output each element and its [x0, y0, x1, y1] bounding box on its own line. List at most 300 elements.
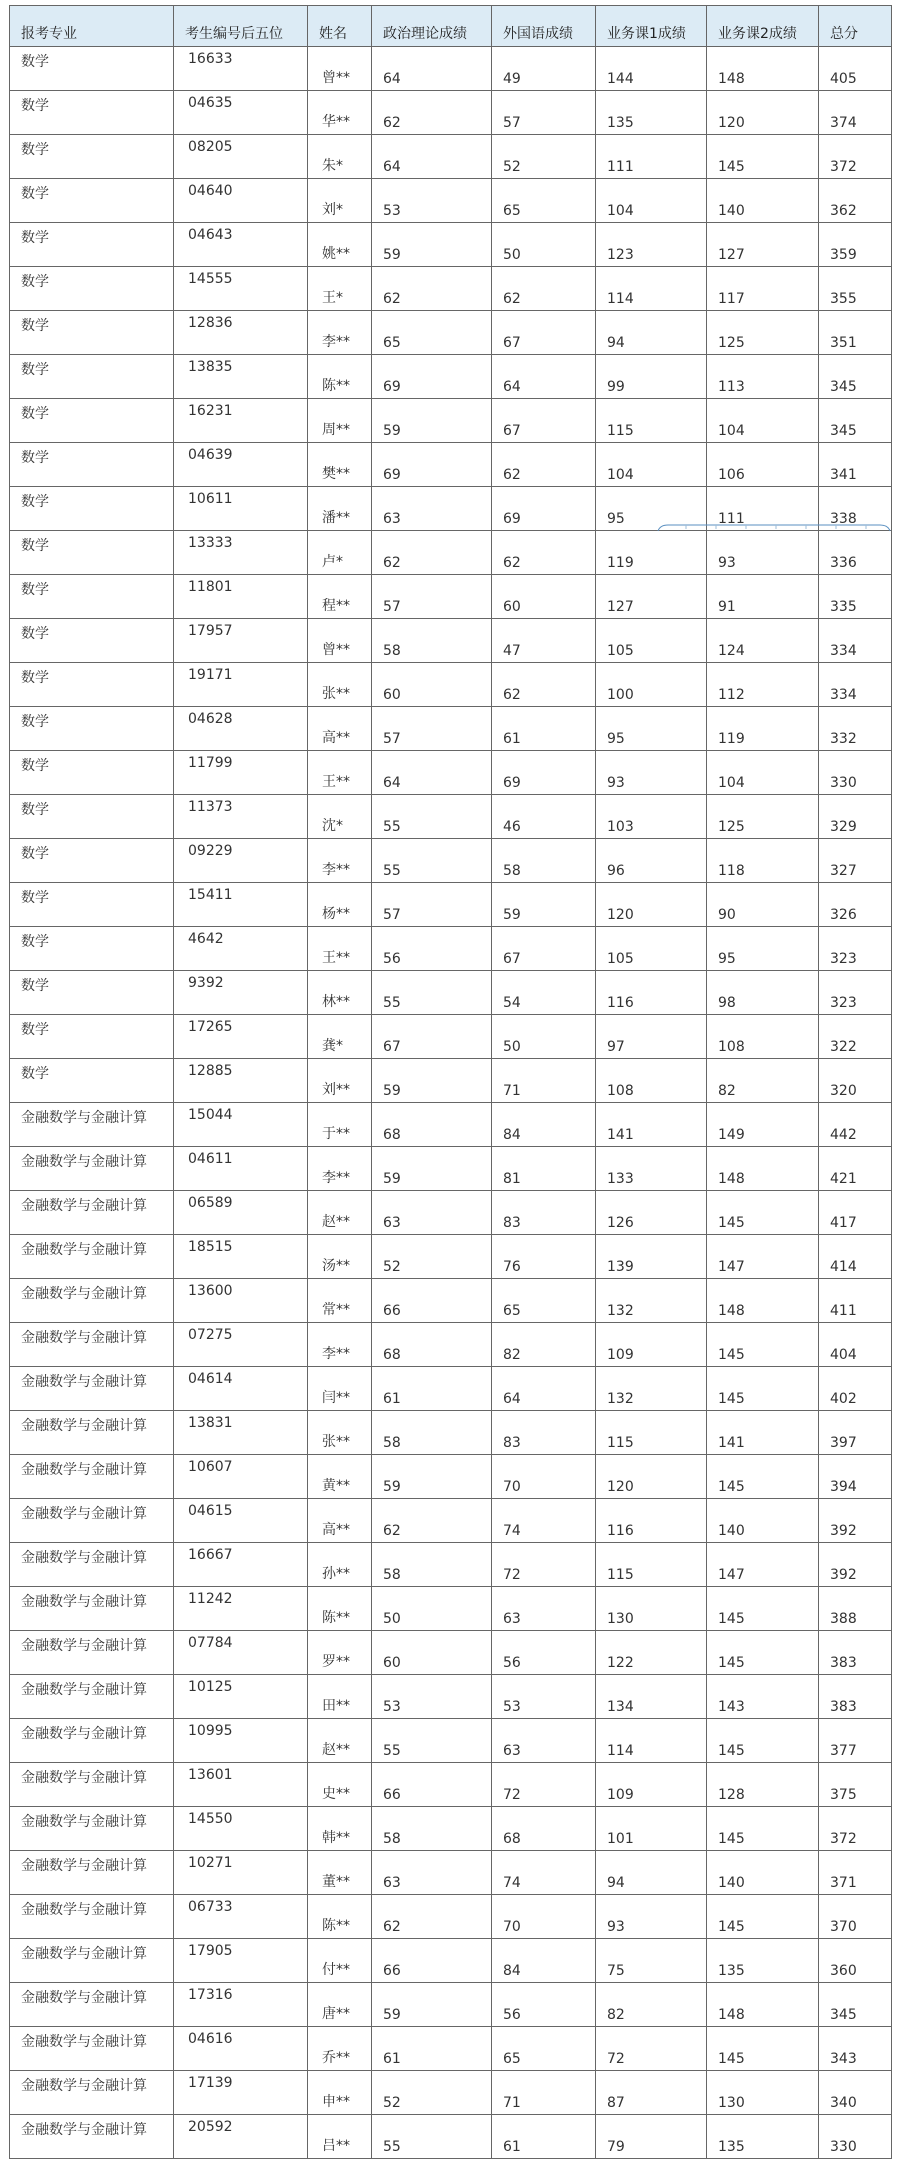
cell-foreign-language: 56 — [492, 1983, 596, 2027]
cell-subject1: 120 — [596, 1455, 707, 1499]
cell-major: 数学 — [10, 223, 174, 267]
header-name: 姓名 — [308, 6, 372, 47]
cell-foreign-language: 67 — [492, 927, 596, 971]
cell-candidate-id: 04628 — [174, 707, 308, 751]
cell-candidate-id: 04614 — [174, 1367, 308, 1411]
cell-subject2: 91 — [707, 575, 819, 619]
cell-candidate-id: 11242 — [174, 1587, 308, 1631]
table-row — [10, 399, 892, 443]
table-header-row — [10, 6, 892, 47]
cell-subject1: 115 — [596, 1411, 707, 1455]
cell-total: 345 — [819, 399, 892, 443]
cell-major: 金融数学与金融计算 — [10, 1279, 174, 1323]
cell-name: 陈** — [308, 1895, 372, 1939]
cell-major: 数学 — [10, 883, 174, 927]
table-row — [10, 971, 892, 1015]
cell-total: 375 — [819, 1763, 892, 1807]
cell-politics: 69 — [372, 355, 492, 399]
cell-foreign-language: 72 — [492, 1543, 596, 1587]
cell-total: 360 — [819, 1939, 892, 1983]
cell-candidate-id: 04615 — [174, 1499, 308, 1543]
cell-candidate-id: 16667 — [174, 1543, 308, 1587]
cell-subject2: 145 — [707, 1895, 819, 1939]
cell-foreign-language: 54 — [492, 971, 596, 1015]
cell-subject1: 132 — [596, 1279, 707, 1323]
cell-subject2: 104 — [707, 399, 819, 443]
cell-subject1: 95 — [596, 487, 707, 531]
cell-name: 于** — [308, 1103, 372, 1147]
cell-subject2: 148 — [707, 47, 819, 91]
cell-subject2: 117 — [707, 267, 819, 311]
cell-subject2: 82 — [707, 1059, 819, 1103]
cell-total: 402 — [819, 1367, 892, 1411]
cell-major: 数学 — [10, 135, 174, 179]
cell-foreign-language: 70 — [492, 1455, 596, 1499]
cell-subject2: 120 — [707, 91, 819, 135]
cell-major: 金融数学与金融计算 — [10, 1675, 174, 1719]
cell-politics: 58 — [372, 1543, 492, 1587]
cell-total: 323 — [819, 971, 892, 1015]
cell-politics: 61 — [372, 2027, 492, 2071]
cell-name: 高** — [308, 707, 372, 751]
cell-subject1: 95 — [596, 707, 707, 751]
cell-subject1: 96 — [596, 839, 707, 883]
cell-politics: 55 — [372, 795, 492, 839]
cell-subject1: 87 — [596, 2071, 707, 2115]
table-row — [10, 1103, 892, 1147]
cell-candidate-id: 16231 — [174, 399, 308, 443]
cell-major: 数学 — [10, 443, 174, 487]
cell-name: 罗** — [308, 1631, 372, 1675]
cell-foreign-language: 65 — [492, 2027, 596, 2071]
cell-subject1: 105 — [596, 619, 707, 663]
cell-subject2: 111 — [707, 487, 819, 531]
cell-subject1: 105 — [596, 927, 707, 971]
header-politics-score: 政治理论成绩 — [372, 6, 492, 47]
cell-total: 338 — [819, 487, 892, 531]
cell-candidate-id: 04640 — [174, 179, 308, 223]
cell-subject1: 133 — [596, 1147, 707, 1191]
cell-candidate-id: 4642 — [174, 927, 308, 971]
cell-candidate-id: 17905 — [174, 1939, 308, 1983]
cell-candidate-id: 09229 — [174, 839, 308, 883]
cell-subject2: 143 — [707, 1675, 819, 1719]
table-row — [10, 531, 892, 575]
cell-foreign-language: 57 — [492, 91, 596, 135]
cell-name: 孙** — [308, 1543, 372, 1587]
table-row — [10, 1983, 892, 2027]
cell-name: 杨** — [308, 883, 372, 927]
cell-candidate-id: 12885 — [174, 1059, 308, 1103]
cell-subject1: 94 — [596, 1851, 707, 1895]
cell-foreign-language: 70 — [492, 1895, 596, 1939]
cell-subject2: 145 — [707, 1587, 819, 1631]
cell-total: 341 — [819, 443, 892, 487]
cell-major: 金融数学与金融计算 — [10, 2115, 174, 2159]
cell-total: 330 — [819, 2115, 892, 2159]
cell-name: 龚* — [308, 1015, 372, 1059]
cell-foreign-language: 64 — [492, 1367, 596, 1411]
cell-subject2: 112 — [707, 663, 819, 707]
cell-candidate-id: 12836 — [174, 311, 308, 355]
cell-major: 金融数学与金融计算 — [10, 1719, 174, 1763]
cell-major: 数学 — [10, 795, 174, 839]
cell-politics: 50 — [372, 1587, 492, 1631]
cell-foreign-language: 65 — [492, 1279, 596, 1323]
header-foreign-language-score: 外国语成绩 — [492, 6, 596, 47]
cell-politics: 64 — [372, 47, 492, 91]
table-row — [10, 91, 892, 135]
cell-candidate-id: 06589 — [174, 1191, 308, 1235]
cell-subject1: 144 — [596, 47, 707, 91]
cell-total: 329 — [819, 795, 892, 839]
cell-subject2: 106 — [707, 443, 819, 487]
cell-candidate-id: 17957 — [174, 619, 308, 663]
cell-foreign-language: 83 — [492, 1411, 596, 1455]
cell-subject1: 115 — [596, 399, 707, 443]
cell-total: 388 — [819, 1587, 892, 1631]
cell-politics: 62 — [372, 1499, 492, 1543]
table-row — [10, 267, 892, 311]
cell-subject1: 99 — [596, 355, 707, 399]
table-row — [10, 839, 892, 883]
cell-name: 吕** — [308, 2115, 372, 2159]
cell-subject2: 127 — [707, 223, 819, 267]
cell-politics: 53 — [372, 1675, 492, 1719]
cell-politics: 64 — [372, 751, 492, 795]
cell-total: 343 — [819, 2027, 892, 2071]
cell-foreign-language: 74 — [492, 1851, 596, 1895]
cell-subject1: 116 — [596, 1499, 707, 1543]
table-row — [10, 795, 892, 839]
cell-subject2: 124 — [707, 619, 819, 663]
cell-major: 数学 — [10, 355, 174, 399]
cell-candidate-id: 08205 — [174, 135, 308, 179]
cell-subject1: 120 — [596, 883, 707, 927]
cell-total: 392 — [819, 1543, 892, 1587]
cell-major: 金融数学与金融计算 — [10, 2027, 174, 2071]
cell-total: 340 — [819, 2071, 892, 2115]
cell-politics: 68 — [372, 1103, 492, 1147]
cell-total: 442 — [819, 1103, 892, 1147]
cell-subject2: 141 — [707, 1411, 819, 1455]
cell-total: 411 — [819, 1279, 892, 1323]
cell-politics: 55 — [372, 2115, 492, 2159]
cell-name: 樊** — [308, 443, 372, 487]
cell-candidate-id: 13835 — [174, 355, 308, 399]
cell-name: 程** — [308, 575, 372, 619]
cell-name: 刘* — [308, 179, 372, 223]
cell-politics: 59 — [372, 1455, 492, 1499]
table-row — [10, 1499, 892, 1543]
cell-name: 曾** — [308, 619, 372, 663]
cell-politics: 63 — [372, 1191, 492, 1235]
cell-politics: 62 — [372, 91, 492, 135]
cell-foreign-language: 71 — [492, 1059, 596, 1103]
table-row — [10, 355, 892, 399]
cell-subject2: 104 — [707, 751, 819, 795]
cell-major: 金融数学与金融计算 — [10, 1983, 174, 2027]
cell-candidate-id: 04643 — [174, 223, 308, 267]
cell-name: 唐** — [308, 1983, 372, 2027]
cell-politics: 61 — [372, 1367, 492, 1411]
cell-foreign-language: 60 — [492, 575, 596, 619]
cell-major: 金融数学与金融计算 — [10, 1367, 174, 1411]
cell-subject2: 140 — [707, 1499, 819, 1543]
table-row — [10, 2115, 892, 2159]
cell-total: 330 — [819, 751, 892, 795]
cell-major: 金融数学与金融计算 — [10, 1411, 174, 1455]
cell-subject2: 145 — [707, 1631, 819, 1675]
cell-name: 王** — [308, 751, 372, 795]
cell-total: 322 — [819, 1015, 892, 1059]
cell-foreign-language: 59 — [492, 883, 596, 927]
cell-total: 362 — [819, 179, 892, 223]
cell-name: 黄** — [308, 1455, 372, 1499]
cell-candidate-id: 16633 — [174, 47, 308, 91]
score-table — [9, 5, 892, 2159]
cell-subject1: 116 — [596, 971, 707, 1015]
cell-subject2: 135 — [707, 1939, 819, 1983]
cell-subject2: 148 — [707, 1983, 819, 2027]
table-row — [10, 47, 892, 91]
cell-politics: 63 — [372, 1851, 492, 1895]
table-row — [10, 311, 892, 355]
cell-subject2: 93 — [707, 531, 819, 575]
cell-foreign-language: 68 — [492, 1807, 596, 1851]
table-row — [10, 1543, 892, 1587]
cell-name: 曾** — [308, 47, 372, 91]
cell-major: 金融数学与金融计算 — [10, 1103, 174, 1147]
cell-subject1: 127 — [596, 575, 707, 619]
cell-politics: 55 — [372, 1719, 492, 1763]
cell-politics: 65 — [372, 311, 492, 355]
table-row — [10, 1763, 892, 1807]
cell-candidate-id: 20592 — [174, 2115, 308, 2159]
table-row — [10, 1631, 892, 1675]
cell-politics: 55 — [372, 971, 492, 1015]
cell-subject2: 108 — [707, 1015, 819, 1059]
cell-subject1: 75 — [596, 1939, 707, 1983]
cell-subject2: 140 — [707, 179, 819, 223]
cell-subject2: 130 — [707, 2071, 819, 2115]
cell-subject1: 135 — [596, 91, 707, 135]
cell-name: 闫** — [308, 1367, 372, 1411]
cell-major: 数学 — [10, 91, 174, 135]
cell-subject1: 93 — [596, 1895, 707, 1939]
cell-foreign-language: 65 — [492, 179, 596, 223]
cell-candidate-id: 04616 — [174, 2027, 308, 2071]
cell-name: 李** — [308, 1323, 372, 1367]
cell-name: 韩** — [308, 1807, 372, 1851]
cell-subject2: 145 — [707, 1719, 819, 1763]
cell-foreign-language: 53 — [492, 1675, 596, 1719]
table-row — [10, 1367, 892, 1411]
table-row — [10, 927, 892, 971]
cell-major: 数学 — [10, 927, 174, 971]
cell-subject2: 135 — [707, 2115, 819, 2159]
cell-politics: 53 — [372, 179, 492, 223]
cell-candidate-id: 06733 — [174, 1895, 308, 1939]
table-row — [10, 707, 892, 751]
cell-subject2: 118 — [707, 839, 819, 883]
cell-candidate-id: 11373 — [174, 795, 308, 839]
cell-subject1: 114 — [596, 1719, 707, 1763]
cell-politics: 66 — [372, 1763, 492, 1807]
cell-major: 数学 — [10, 575, 174, 619]
cell-subject2: 145 — [707, 135, 819, 179]
cell-politics: 59 — [372, 399, 492, 443]
cell-foreign-language: 63 — [492, 1719, 596, 1763]
cell-politics: 58 — [372, 1411, 492, 1455]
cell-candidate-id: 17139 — [174, 2071, 308, 2115]
cell-subject1: 114 — [596, 267, 707, 311]
cell-major: 金融数学与金融计算 — [10, 1895, 174, 1939]
cell-candidate-id: 17316 — [174, 1983, 308, 2027]
cell-candidate-id: 04611 — [174, 1147, 308, 1191]
cell-major: 数学 — [10, 839, 174, 883]
cell-subject2: 147 — [707, 1543, 819, 1587]
cell-politics: 60 — [372, 663, 492, 707]
cell-major: 金融数学与金融计算 — [10, 1147, 174, 1191]
table-row — [10, 663, 892, 707]
cell-subject2: 147 — [707, 1235, 819, 1279]
cell-total: 326 — [819, 883, 892, 927]
cell-total: 371 — [819, 1851, 892, 1895]
cell-candidate-id: 13601 — [174, 1763, 308, 1807]
cell-candidate-id: 07275 — [174, 1323, 308, 1367]
cell-subject1: 97 — [596, 1015, 707, 1059]
cell-candidate-id: 10125 — [174, 1675, 308, 1719]
cell-foreign-language: 64 — [492, 355, 596, 399]
cell-politics: 62 — [372, 1895, 492, 1939]
cell-subject2: 125 — [707, 795, 819, 839]
cell-foreign-language: 50 — [492, 1015, 596, 1059]
cell-subject2: 119 — [707, 707, 819, 751]
header-subject1-score: 业务课1成绩 — [596, 6, 707, 47]
cell-foreign-language: 62 — [492, 443, 596, 487]
table-row — [10, 487, 892, 531]
cell-subject1: 108 — [596, 1059, 707, 1103]
cell-name: 王** — [308, 927, 372, 971]
cell-total: 336 — [819, 531, 892, 575]
cell-major: 数学 — [10, 663, 174, 707]
cell-name: 刘** — [308, 1059, 372, 1103]
cell-major: 金融数学与金融计算 — [10, 1191, 174, 1235]
cell-candidate-id: 18515 — [174, 1235, 308, 1279]
cell-total: 323 — [819, 927, 892, 971]
cell-candidate-id: 04635 — [174, 91, 308, 135]
table-row — [10, 1675, 892, 1719]
cell-major: 数学 — [10, 619, 174, 663]
cell-foreign-language: 71 — [492, 2071, 596, 2115]
cell-name: 李** — [308, 1147, 372, 1191]
cell-major: 金融数学与金融计算 — [10, 1939, 174, 1983]
cell-subject1: 72 — [596, 2027, 707, 2071]
cell-total: 405 — [819, 47, 892, 91]
table-row — [10, 1455, 892, 1499]
cell-major: 金融数学与金融计算 — [10, 1807, 174, 1851]
cell-major: 数学 — [10, 971, 174, 1015]
table-row — [10, 223, 892, 267]
table-row — [10, 1323, 892, 1367]
cell-subject1: 123 — [596, 223, 707, 267]
cell-name: 申** — [308, 2071, 372, 2115]
cell-name: 陈** — [308, 355, 372, 399]
cell-politics: 59 — [372, 1147, 492, 1191]
cell-foreign-language: 62 — [492, 531, 596, 575]
cell-candidate-id: 04639 — [174, 443, 308, 487]
cell-total: 377 — [819, 1719, 892, 1763]
cell-major: 金融数学与金融计算 — [10, 1323, 174, 1367]
cell-total: 327 — [819, 839, 892, 883]
cell-total: 392 — [819, 1499, 892, 1543]
cell-total: 335 — [819, 575, 892, 619]
cell-total: 334 — [819, 619, 892, 663]
cell-subject1: 104 — [596, 443, 707, 487]
cell-subject2: 90 — [707, 883, 819, 927]
cell-subject2: 145 — [707, 1455, 819, 1499]
cell-subject1: 79 — [596, 2115, 707, 2159]
cell-subject2: 95 — [707, 927, 819, 971]
cell-major: 数学 — [10, 707, 174, 751]
cell-major: 金融数学与金融计算 — [10, 1631, 174, 1675]
cell-candidate-id: 13600 — [174, 1279, 308, 1323]
cell-subject2: 148 — [707, 1147, 819, 1191]
cell-name: 朱* — [308, 135, 372, 179]
table-row — [10, 1147, 892, 1191]
cell-foreign-language: 69 — [492, 487, 596, 531]
table-row — [10, 2027, 892, 2071]
cell-subject1: 93 — [596, 751, 707, 795]
cell-name: 华** — [308, 91, 372, 135]
cell-major: 数学 — [10, 1015, 174, 1059]
cell-total: 372 — [819, 135, 892, 179]
cell-politics: 58 — [372, 1807, 492, 1851]
cell-foreign-language: 67 — [492, 399, 596, 443]
cell-subject2: 113 — [707, 355, 819, 399]
cell-subject1: 132 — [596, 1367, 707, 1411]
cell-foreign-language: 74 — [492, 1499, 596, 1543]
cell-major: 数学 — [10, 751, 174, 795]
cell-politics: 58 — [372, 619, 492, 663]
cell-politics: 52 — [372, 2071, 492, 2115]
cell-foreign-language: 58 — [492, 839, 596, 883]
cell-name: 李** — [308, 839, 372, 883]
cell-foreign-language: 56 — [492, 1631, 596, 1675]
cell-name: 陈** — [308, 1587, 372, 1631]
table-body — [10, 47, 892, 2159]
cell-total: 372 — [819, 1807, 892, 1851]
cell-subject1: 109 — [596, 1323, 707, 1367]
cell-foreign-language: 72 — [492, 1763, 596, 1807]
cell-name: 王* — [308, 267, 372, 311]
cell-subject2: 125 — [707, 311, 819, 355]
table-row — [10, 1895, 892, 1939]
cell-foreign-language: 46 — [492, 795, 596, 839]
cell-politics: 55 — [372, 839, 492, 883]
table-row — [10, 1059, 892, 1103]
cell-total: 374 — [819, 91, 892, 135]
cell-subject2: 145 — [707, 1367, 819, 1411]
cell-total: 359 — [819, 223, 892, 267]
table-row — [10, 1587, 892, 1631]
cell-politics: 57 — [372, 883, 492, 927]
cell-major: 数学 — [10, 1059, 174, 1103]
table-row — [10, 619, 892, 663]
cell-subject1: 122 — [596, 1631, 707, 1675]
cell-subject1: 104 — [596, 179, 707, 223]
